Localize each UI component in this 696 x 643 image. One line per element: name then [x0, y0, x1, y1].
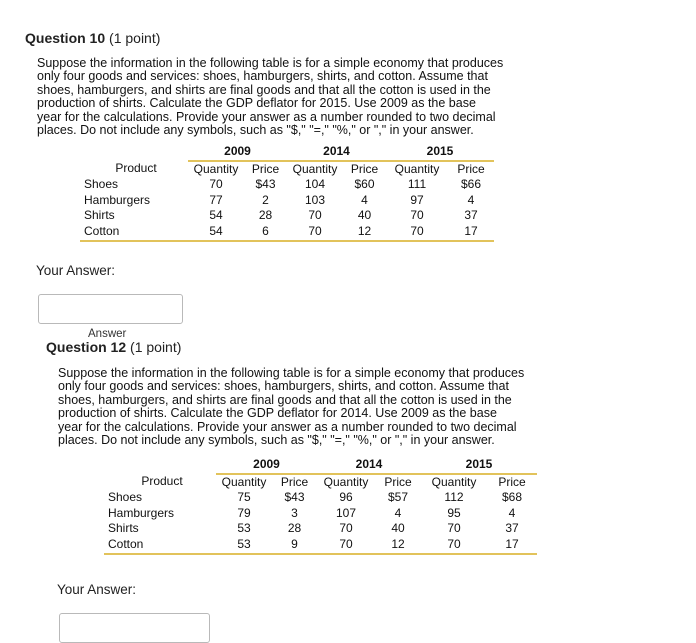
- question-line: shoes, hamburgers, and shirts are final goods and that all the cotton is used in the: [58, 392, 512, 407]
- column-header: Quantity: [394, 161, 440, 176]
- table-cell: 70: [386, 224, 448, 242]
- question-line: Suppose the information in the following table is for a simple economy that produces: [37, 56, 504, 70]
- table-cell: 107: [335, 505, 357, 520]
- question-points: (1 point): [130, 339, 182, 355]
- table-cell: 12: [343, 224, 386, 242]
- table-cell: 96: [339, 490, 353, 504]
- question-line: year for the calculations. Provide your answer as a number rounded to two decimal: [58, 419, 517, 434]
- table-cell: 3: [291, 505, 298, 520]
- answer-input-q10[interactable]: [38, 294, 183, 324]
- column-header: Quantity: [221, 474, 267, 489]
- question-line: only four goods and services: shoes, hamburgers, shirts, and cotton. Assume that: [58, 379, 509, 394]
- column-header: Price: [280, 474, 309, 489]
- table-cell: 17: [487, 537, 537, 555]
- column-header: Quantity: [292, 161, 338, 176]
- table-cell: 53: [216, 537, 272, 555]
- table-cell: 77: [209, 192, 223, 207]
- table-cell: 54: [209, 208, 223, 222]
- table-cell: 95: [447, 505, 461, 520]
- table-cell: $60: [354, 177, 375, 191]
- economy-table-q12: [104, 457, 537, 555]
- question-number: Question 12: [46, 339, 127, 355]
- question-line: production of shirts. Calculate the GDP deflator for 2015. Use 2009 as the base: [37, 96, 476, 111]
- table-cell: 70: [339, 521, 353, 535]
- table-cell: 28: [287, 521, 302, 535]
- table-row: [80, 177, 494, 193]
- table-cell: 111: [407, 177, 427, 191]
- column-header: Quantity: [323, 474, 369, 489]
- table-cell: 4: [467, 192, 475, 207]
- table-cell: $43: [284, 490, 305, 504]
- question-line: production of shirts. Calculate the GDP deflator for 2014. Use 2009 as the base: [58, 406, 497, 421]
- table-cell: 4: [394, 505, 402, 520]
- table-cell: 97: [410, 192, 424, 207]
- table-cell: 6: [244, 224, 287, 242]
- table-cell: Hamburgers: [108, 505, 175, 520]
- column-header: Price: [384, 474, 412, 489]
- table-cell: Hamburgers: [84, 192, 151, 207]
- table-cell: 70: [209, 177, 223, 191]
- your-answer-label: Your Answer:: [57, 582, 137, 597]
- column-header: Price: [498, 474, 526, 489]
- year-header: 2015: [386, 144, 494, 161]
- table-cell: Shoes: [108, 490, 143, 504]
- table-row: [104, 490, 537, 506]
- question-line: shoes, hamburgers, and shirts are final goods and that all the cotton is used in the: [37, 82, 491, 97]
- table-cell: 53: [237, 521, 251, 535]
- your-answer-label: Your Answer:: [36, 263, 116, 278]
- column-header: Product: [141, 474, 183, 488]
- table-cell: 37: [505, 521, 519, 535]
- table-row: [80, 208, 494, 224]
- year-header-row: [80, 144, 494, 161]
- table-cell: Cotton: [104, 537, 216, 555]
- table-cell: Shirts: [108, 521, 139, 535]
- question-line: year for the calculations. Provide your answer as a number rounded to two decimal: [37, 109, 496, 124]
- question-line: places. Do not include any symbols, such as "$," "=," "%," or "," in your answer.: [37, 123, 474, 138]
- column-header-row: [80, 161, 494, 178]
- question-line: Suppose the information in the following table is for a simple economy that produces: [58, 366, 525, 380]
- table-cell: $66: [460, 177, 482, 191]
- table-cell: 40: [391, 521, 405, 535]
- table-cell: 70: [317, 537, 375, 555]
- table-cell: 4: [361, 192, 368, 207]
- table-row: [80, 224, 494, 242]
- table-cell: 12: [375, 537, 421, 555]
- table-cell: 70: [410, 208, 424, 222]
- question-line: places. Do not include any symbols, such as "$," "=," "%," or "," in your answer.: [58, 433, 495, 448]
- question-12-text: [58, 367, 524, 447]
- column-header-row: [104, 474, 537, 491]
- economy-table-q10: [80, 144, 494, 242]
- table-cell: $57: [387, 490, 409, 504]
- answer-input-q12[interactable]: [59, 613, 210, 643]
- table-cell: 70: [421, 537, 487, 555]
- table-cell: 4: [508, 505, 516, 520]
- table-cell: $68: [501, 490, 523, 504]
- table-cell: 37: [464, 208, 478, 222]
- column-header: Price: [251, 161, 280, 176]
- table-row: [104, 537, 537, 555]
- table-row: [80, 193, 494, 209]
- table-cell: 75: [237, 490, 251, 504]
- question-12-title: [46, 339, 181, 355]
- table-cell: 70: [308, 208, 322, 222]
- table-cell: Shoes: [84, 177, 119, 191]
- table-row: [104, 521, 537, 537]
- question-points: (1 point): [109, 30, 161, 46]
- table-cell: 17: [448, 224, 494, 242]
- table-cell: 2: [262, 192, 269, 207]
- column-header: Quantity: [193, 161, 239, 176]
- table-cell: 9: [272, 537, 317, 555]
- column-header: Product: [115, 161, 157, 175]
- table-cell: 104: [304, 177, 326, 191]
- year-header: 2014: [317, 457, 421, 474]
- table-row: [104, 506, 537, 522]
- table-cell: $43: [255, 177, 276, 191]
- table-cell: 112: [444, 490, 464, 504]
- table-cell: Shirts: [84, 208, 115, 222]
- table-cell: Cotton: [80, 224, 188, 242]
- year-header-row: [104, 457, 537, 474]
- table-cell: 70: [447, 521, 461, 535]
- column-header: Price: [350, 161, 379, 176]
- question-number: Question 10: [25, 30, 106, 46]
- table-cell: 70: [287, 224, 343, 242]
- year-header: 2015: [421, 457, 537, 474]
- table-cell: 28: [258, 208, 273, 222]
- year-header: 2009: [188, 144, 287, 161]
- year-header: 2014: [287, 144, 386, 161]
- question-10-text: [37, 57, 503, 137]
- question-line: only four goods and services: shoes, hamburgers, shirts, and cotton. Assume that: [37, 69, 488, 84]
- year-header: 2009: [216, 457, 317, 474]
- answer-placeholder-text: Answer: [88, 328, 127, 340]
- table-cell: 103: [304, 192, 326, 207]
- table-cell: 79: [237, 505, 251, 520]
- column-header: Price: [457, 161, 485, 176]
- question-10-title: [25, 30, 160, 46]
- table-cell: 54: [188, 224, 244, 242]
- table-cell: 40: [357, 208, 372, 222]
- column-header: Quantity: [431, 474, 477, 489]
